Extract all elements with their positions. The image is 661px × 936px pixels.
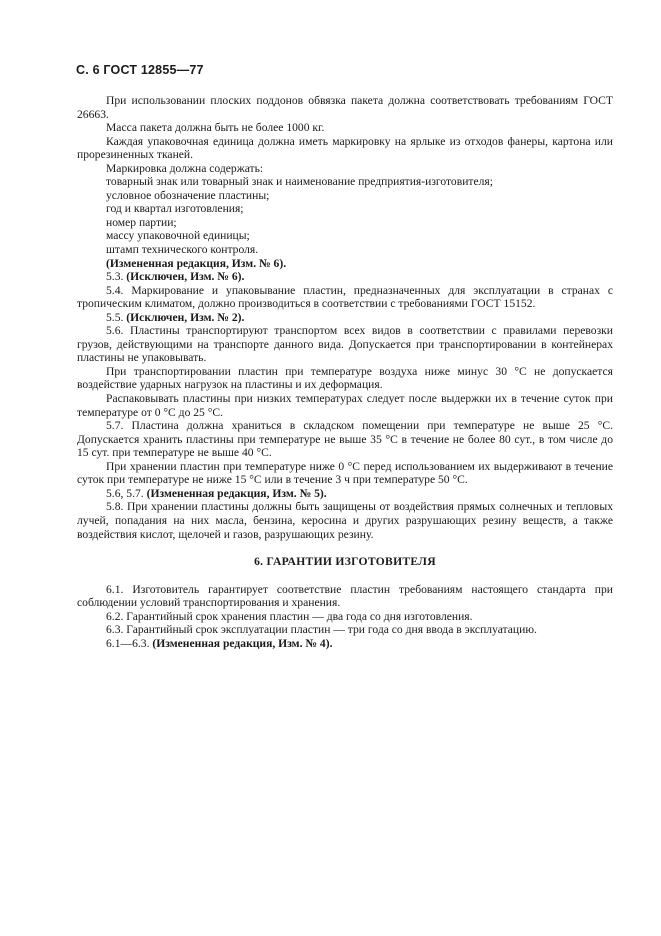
clause-number: 5.7.: [106, 419, 124, 433]
clause-6-3: [77, 623, 613, 637]
paragraph-transport-temperature: При транспортировании пластин при температуре воздуха ниже минус 30 °С не допускается воздействие ударных нагрузок на пластины и их деформация.: [77, 364, 613, 392]
clause-text: (Исключен, Изм. № 6).: [126, 270, 245, 284]
clause-number: 5.3.: [106, 270, 124, 284]
clause-number: 5.8.: [106, 500, 124, 514]
list-item: товарный знак или товарный знак и наименование предприятия-изготовителя;: [106, 175, 493, 189]
clause-5-8: [77, 500, 613, 541]
clause-text: Пластина должна храниться в складском помещении при температуре не выше 25 °С. Допускается хранить пластины при температуре не выше 35 °С в течение не более 80 сут., в том числе до 15 сут. при температуре не выше 40 °С.: [77, 419, 613, 460]
clause-6-1-6-3: [77, 637, 613, 651]
clause-6-2: [77, 610, 613, 624]
clause-number: 6.3.: [106, 623, 124, 637]
clause-text: Гарантийный срок хранения пластин — два года со дня изготовления.: [126, 609, 473, 623]
paragraph-pallets: При использовании плоских поддонов обвязка пакета должна соответствовать требованиям ГОСТ 26663.: [77, 94, 613, 121]
clause-number: 6.2.: [106, 609, 124, 623]
clause-5-7: [77, 419, 613, 460]
clause-number: 6.1.: [106, 582, 124, 596]
clause-number: 5.6.: [106, 324, 124, 338]
list-item: штамп технического контроля.: [106, 243, 259, 257]
clause-5-5: [77, 311, 613, 325]
paragraph-mass: Масса пакета должна быть не более 1000 кг.: [106, 121, 325, 135]
list-item: год и квартал изготовления;: [106, 202, 244, 216]
clause-number: 5.4.: [106, 283, 124, 297]
clause-text: (Исключен, Изм. № 2).: [126, 310, 245, 324]
clause-number: 5.6, 5.7.: [106, 486, 144, 500]
paragraph-unpacking: Распаковывать пластины при низких температурах следует после выдержки их в течение суток при температуре от 0 °С до 25 °С.: [77, 392, 613, 419]
clause-5-4: [77, 284, 613, 311]
edit-note-6: (Измененная редакция, Изм. № 6).: [106, 256, 287, 270]
clause-5-3: [77, 270, 613, 284]
list-item: номер партии;: [106, 215, 177, 229]
document-body: [77, 94, 613, 650]
page-header: С. 6 ГОСТ 12855—77: [76, 63, 204, 77]
clause-text: При хранении пластины должны быть защищены от воздействия прямых солнечных и тепловых лучей, попадания на них масла, бензина, керосина и других разрушающих резину веществ, а также воздействия кислот, щелочей и газов, разрушающих резину.: [77, 500, 613, 541]
clause-text: (Измененная редакция, Изм. № 4).: [152, 636, 333, 650]
clause-5-6: [77, 324, 613, 365]
paragraph-storage-temperature: При хранении пластин при температуре ниже 0 °С перед использованием их выдерживают в течение суток при температуре не ниже 15 °С или в течение 3 ч при температуре 50 °С.: [77, 459, 613, 487]
paragraph-marking-label: Каждая упаковочная единица должна иметь маркировку на ярлыке из отходов фанеры, картона или прорезиненных тканей.: [77, 134, 613, 162]
list-item: массу упаковочной единицы;: [106, 229, 250, 243]
clause-text: Маркирование и упаковывание пластин, предназначенных для эксплуатации в странах с тропическим климатом, должно производиться в соответствии с требованиями ГОСТ 15152.: [77, 283, 613, 311]
clause-text: Пластины транспортируют транспортом всех видов в соответствии с правилами перевозки грузов, действующими на транспорте данного вида. Допускается при транспортировании в контейнерах пластины не упаковывать.: [77, 324, 613, 365]
paragraph-marking-contents: Маркировка должна содержать:: [106, 161, 264, 175]
clause-text: Гарантийный срок эксплуатации пластин — три года со дня ввода в эксплуатацию.: [126, 623, 537, 637]
clause-number: 6.1—6.3.: [106, 636, 150, 650]
clause-number: 5.5.: [106, 310, 124, 324]
clause-text: (Измененная редакция, Изм. № 5).: [146, 486, 327, 500]
list-item: условное обозначение пластины;: [106, 188, 270, 202]
clause-text: Изготовитель гарантирует соответствие пластин требованиям настоящего стандарта при соблюдении условий транспортирования и хранения.: [77, 582, 613, 610]
clause-5-6-5-7: [77, 487, 613, 501]
clause-6-1: [77, 583, 613, 610]
section-6-title: 6. ГАРАНТИИ ИЗГОТОВИТЕЛЯ: [254, 555, 436, 569]
